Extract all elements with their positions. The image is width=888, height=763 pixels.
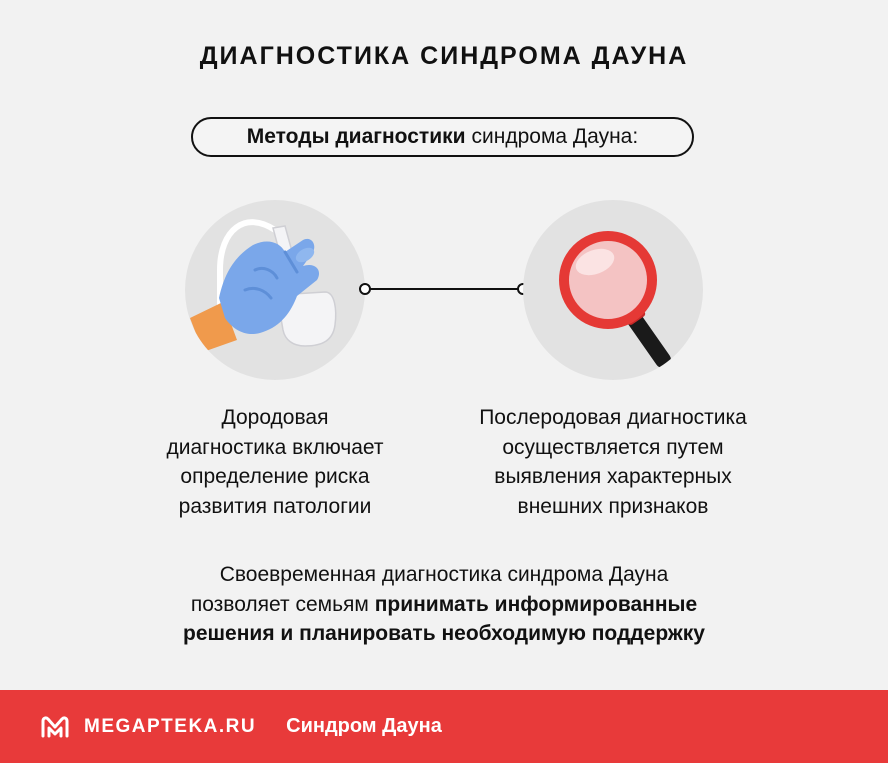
postnatal-line-2: осуществляется путем <box>502 435 724 459</box>
megapteka-logo-icon <box>40 715 70 739</box>
footer-bar <box>0 690 888 763</box>
brand-name: MEGAPTEKA.RU <box>84 715 257 737</box>
postnatal-description <box>463 403 763 521</box>
prenatal-description <box>125 403 425 521</box>
postnatal-line-4: внешних признаков <box>517 494 709 518</box>
postnatal-line-3: выявления характерных <box>494 465 732 488</box>
postnatal-line-1: Послеродовая диагностика <box>479 406 747 429</box>
page-title: ДИАГНОСТИКА СИНДРОМА ДАУНА <box>199 42 689 70</box>
methods-heading-bold: Методы диагностики <box>246 125 466 148</box>
conclusion-line-1: Своевременная диагностика синдрома Дауна <box>219 563 669 586</box>
methods-heading-pill <box>191 117 694 157</box>
footer-topic: Синдром Дауна <box>286 715 442 737</box>
prenatal-line-4: развития патологии <box>178 494 372 518</box>
connector-line <box>358 280 530 298</box>
conclusion-text <box>0 560 888 649</box>
prenatal-line-3: определение риска <box>180 465 370 488</box>
conclusion-line-2-plain: позволяет семьям <box>190 592 375 616</box>
conclusion-line-3-bold: решения и планировать необходимую поддержку <box>183 622 705 645</box>
magnifying-glass-icon <box>523 200 703 380</box>
conclusion-line-2 <box>0 590 888 620</box>
prenatal-line-2: диагностика включает <box>166 435 384 459</box>
ultrasound-probe-icon <box>185 200 365 380</box>
methods-heading-rest: синдрома Дауна: <box>471 125 639 148</box>
prenatal-line-1: Дородовая <box>221 406 329 429</box>
conclusion-line-3 <box>0 619 888 649</box>
postnatal-illustration <box>523 200 703 380</box>
prenatal-illustration <box>185 200 365 380</box>
conclusion-line-2-bold: принимать информированные <box>374 592 698 616</box>
